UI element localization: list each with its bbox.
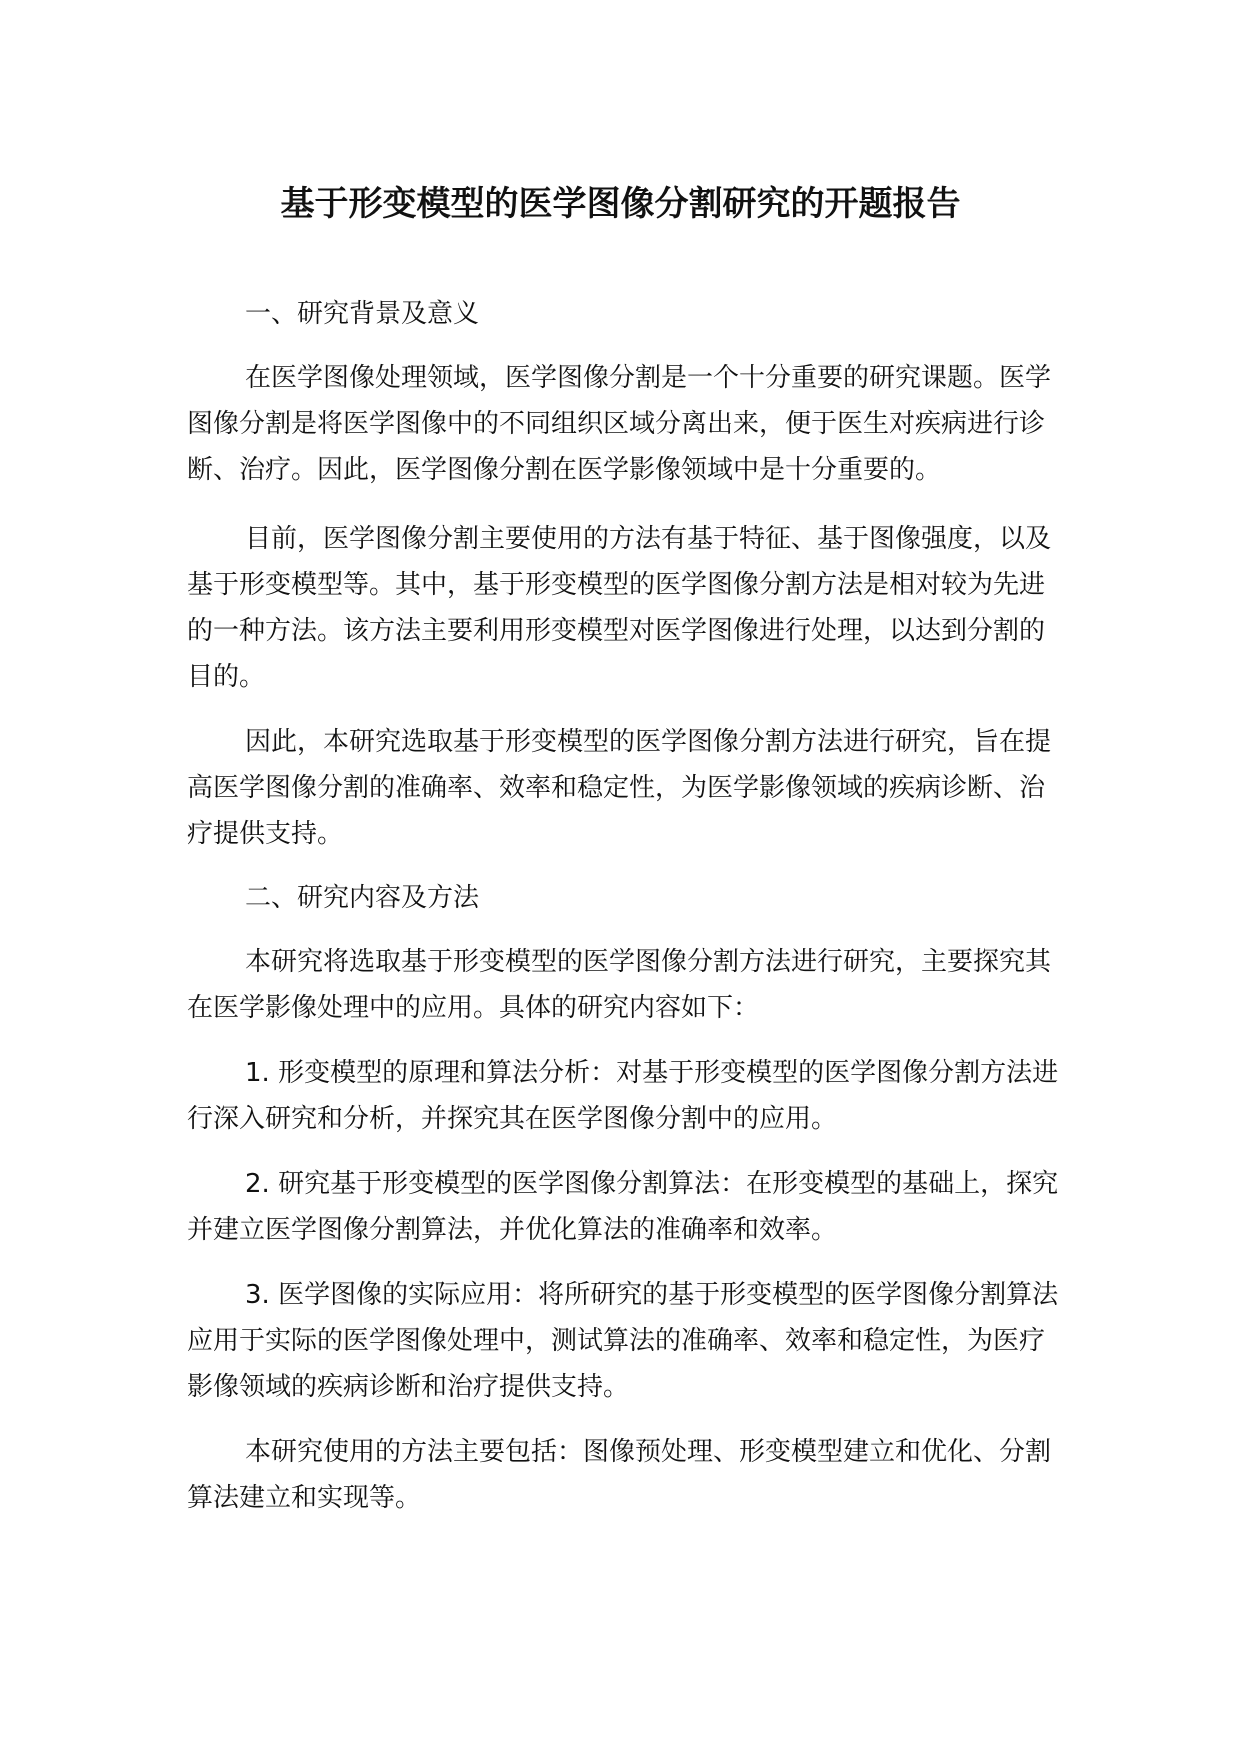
document-title: 基于形变模型的医学图像分割研究的开题报告 [280,184,961,224]
body-paragraph: 目前，医学图像分割主要使用的方法有基于特征、基于图像强度，以及基于形变模型等。其中，基于形变模型的医学图像分割方法是相对较为先进的一种方法。该方法主要利用形变模型对医学图像进行处理，以达到分割的目的。 [187,524,1052,692]
section-heading: 二、研究内容及方法 [245,883,480,913]
body-paragraph: 本研究使用的方法主要包括：图像预处理、形变模型建立和优化、分割算法建立和实现等。 [187,1437,1052,1513]
numbered-item: 2. 研究基于形变模型的医学图像分割算法：在形变模型的基础上，探究并建立医学图像分割算法，并优化算法的准确率和效率。 [187,1169,1059,1245]
body-paragraph: 因此，本研究选取基于形变模型的医学图像分割方法进行研究，旨在提高医学图像分割的准确率、效率和稳定性，为医学影像领域的疾病诊断、治疗提供支持。 [187,727,1052,849]
body-paragraph: 在医学图像处理领域，医学图像分割是一个十分重要的研究课题。医学图像分割是将医学图像中的不同组织区域分离出来，便于医生对疾病进行诊断、治疗。因此，医学图像分割在医学影像领域中是十分重要的。 [187,363,1052,485]
numbered-item: 1. 形变模型的原理和算法分析：对基于形变模型的医学图像分割方法进行深入研究和分析，并探究其在医学图像分割中的应用。 [187,1058,1059,1134]
document-body [187,291,1067,1521]
section-heading: 一、研究背景及意义 [245,299,480,329]
body-paragraph: 本研究将选取基于形变模型的医学图像分割方法进行研究，主要探究其在医学影像处理中的应用。具体的研究内容如下： [187,947,1052,1023]
numbered-item: 3. 医学图像的实际应用：将所研究的基于形变模型的医学图像分割算法应用于实际的医学图像处理中，测试算法的准确率、效率和稳定性，为医疗影像领域的疾病诊断和治疗提供支持。 [187,1280,1059,1402]
